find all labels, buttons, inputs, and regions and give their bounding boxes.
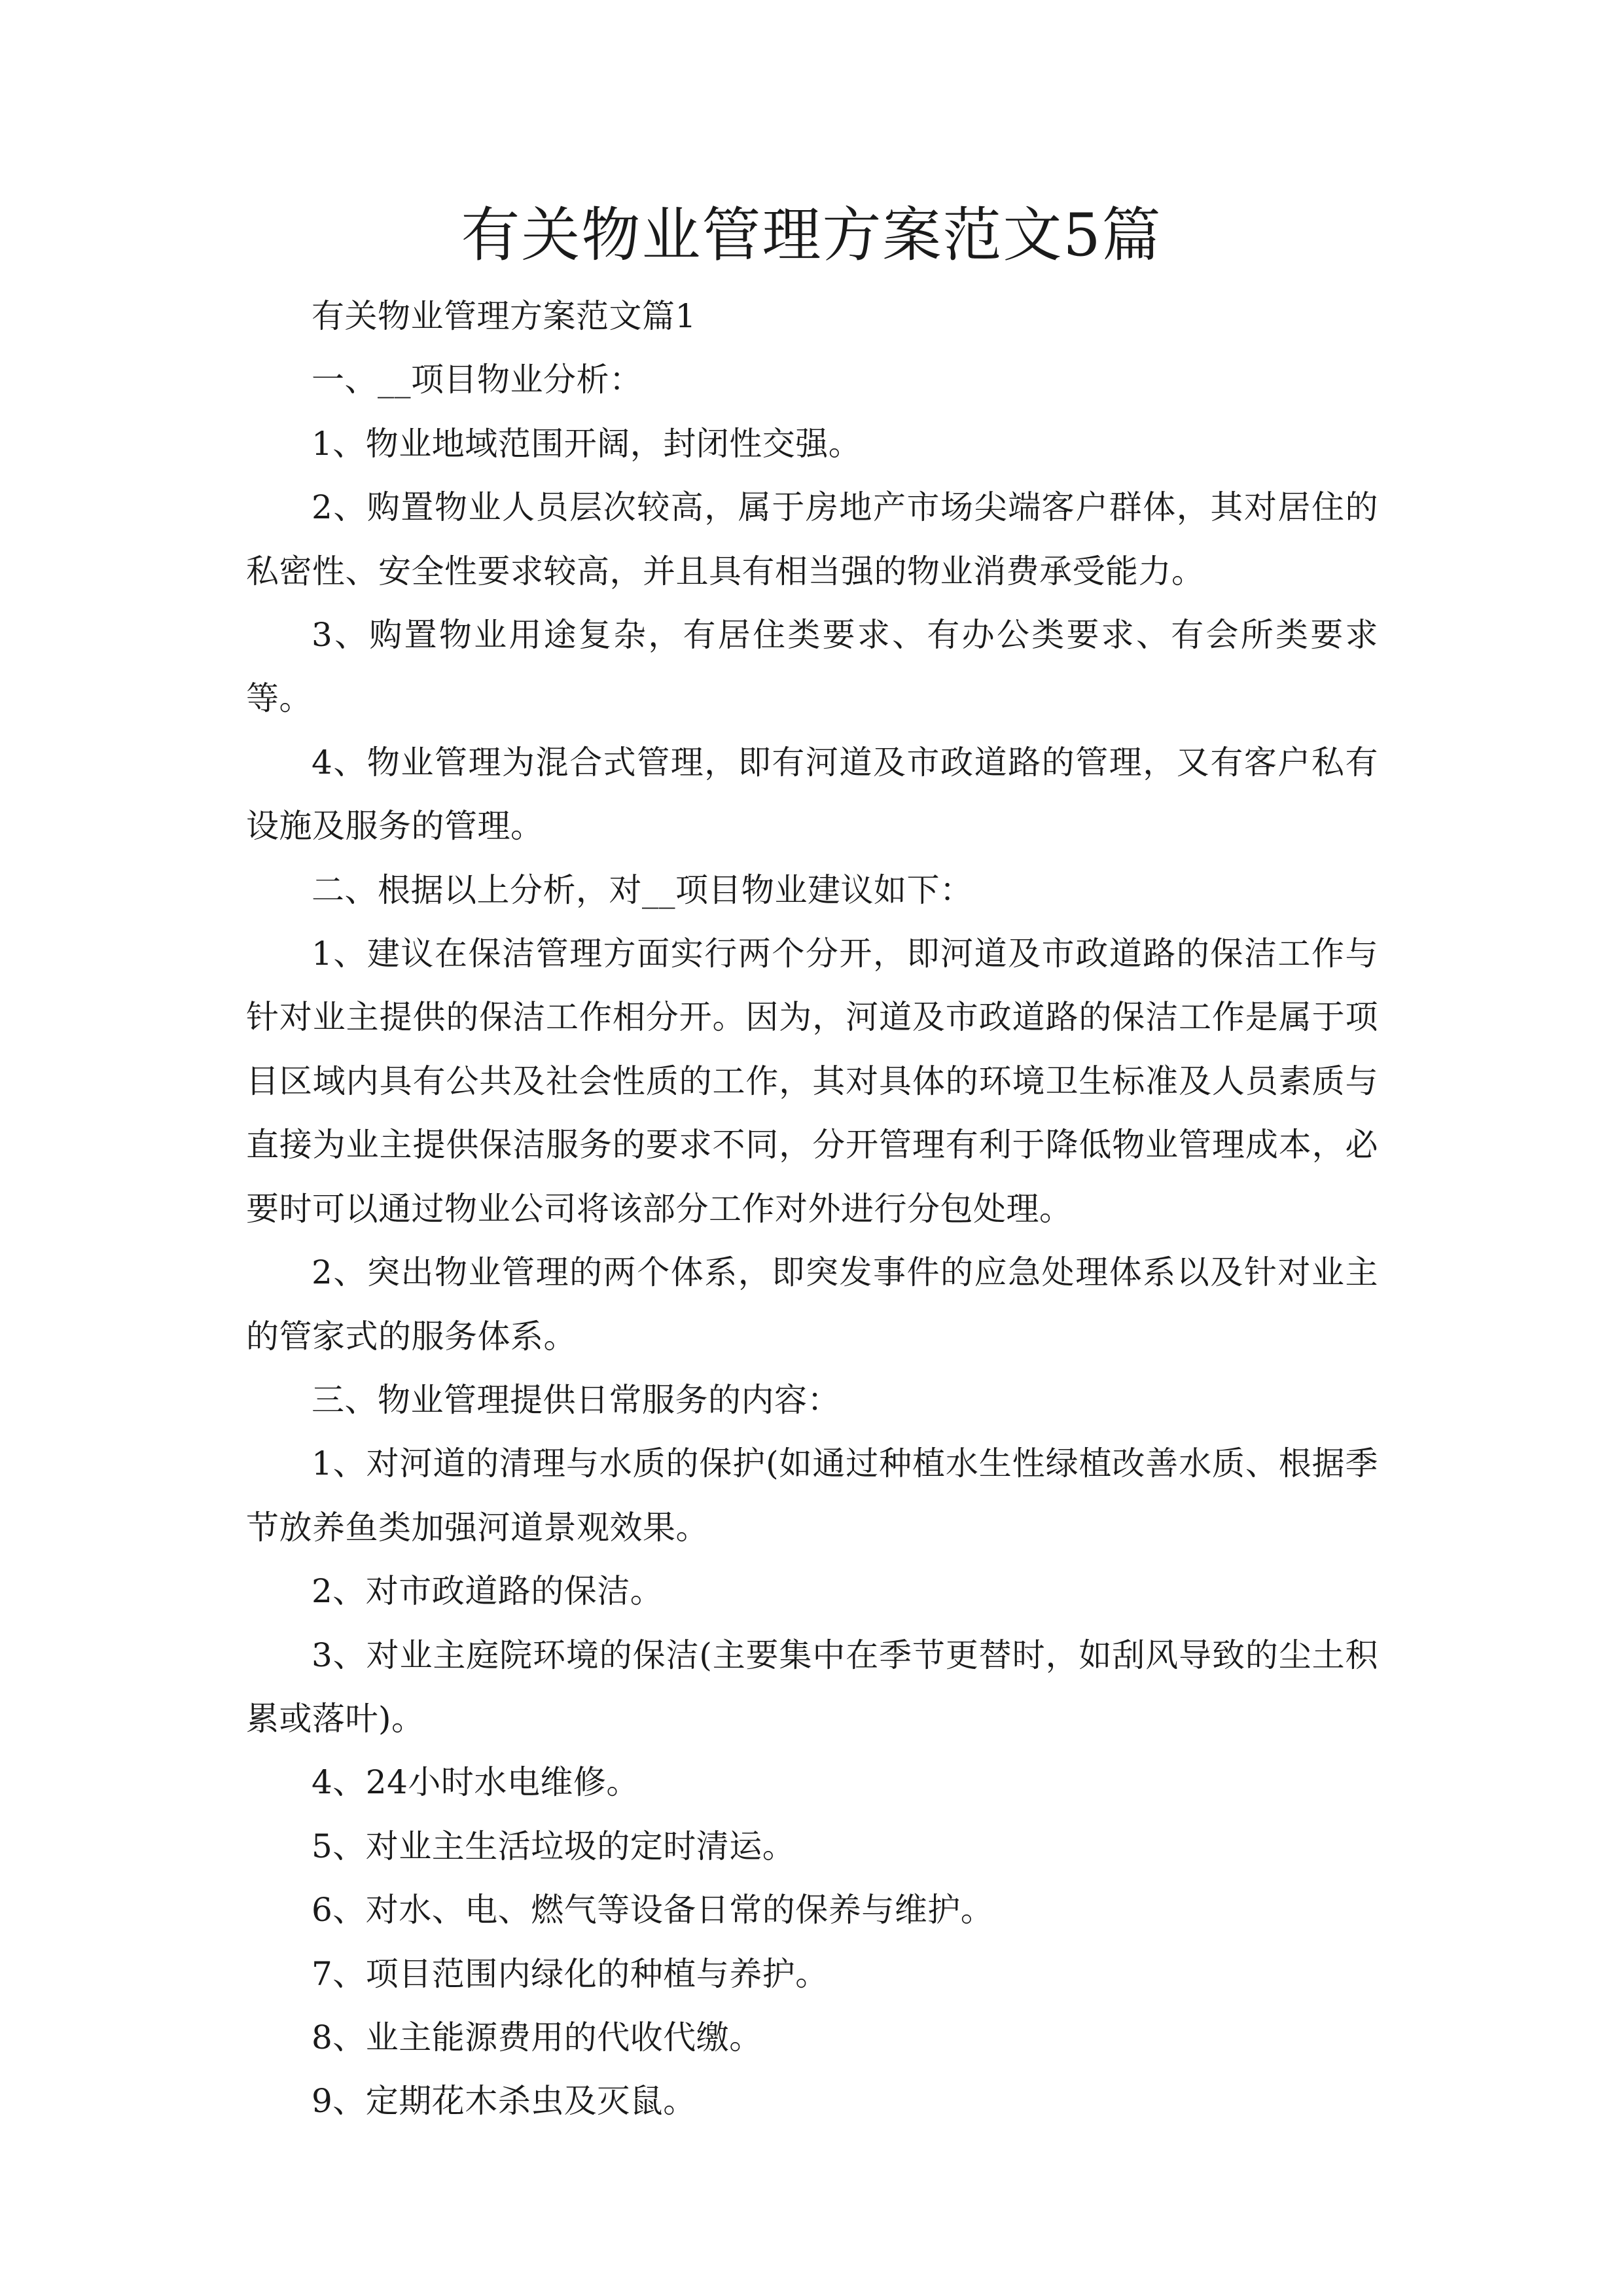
paragraph: 3、对业主庭院环境的保洁(主要集中在季节更替时，如刮风导致的尘土积累或落叶)。	[246, 1636, 1378, 1738]
paragraph: 6、对水、电、燃气等设备日常的保养与维护。	[312, 1891, 994, 1929]
paragraph: 1、物业地域范围开阔，封闭性交强。	[312, 424, 862, 463]
paragraph: 三、物业管理提供日常服务的内容：	[312, 1380, 840, 1419]
paragraph: 5、对业主生活垃圾的定时清运。	[312, 1827, 796, 1865]
paragraph: 4、物业管理为混合式管理，即有河道及市政道路的管理，又有客户私有设施及服务的管理。	[246, 743, 1378, 846]
paragraph: 8、业主能源费用的代收代缴。	[312, 2018, 762, 2056]
document-body	[246, 285, 1378, 2134]
paragraph: 二、根据以上分析，对__项目物业建议如下：	[312, 870, 973, 909]
paragraph: 9、定期花木杀虫及灭鼠。	[312, 2082, 696, 2121]
paragraph: 2、对市政道路的保洁。	[312, 1572, 664, 1611]
paragraph: 2、突出物业管理的两个体系，即突发事件的应急处理体系以及针对业主的管家式的服务体系。	[246, 1253, 1378, 1355]
paragraph: 1、对河道的清理与水质的保护(如通过种植水生性绿植改善水质、根据季节放养鱼类加强河道景观效果。	[246, 1444, 1378, 1547]
document-title: 有关物业管理方案范文5篇	[461, 201, 1162, 270]
paragraph: 4、24小时水电维修。	[312, 1763, 639, 1802]
paragraph: 7、项目范围内绿化的种植与养护。	[312, 1954, 829, 1993]
paragraph: 1、建议在保洁管理方面实行两个分开，即河道及市政道路的保洁工作与针对业主提供的保洁工作相分开。因为，河道及市政道路的保洁工作是属于项目区域内具有公共及社会性质的工作，其对具体的环境卫生标准及人员素质与直接为业主提供保洁服务的要求不同，分开管理有利于降低物业管理成本，必要时可以通过物业公司将该部分工作对外进行分包处理。	[246, 935, 1378, 1228]
paragraph: 2、购置物业人员层次较高，属于房地产市场尖端客户群体，其对居住的私密性、安全性要求较高，并且具有相当强的物业消费承受能力。	[246, 488, 1378, 590]
paragraph: 有关物业管理方案范文篇1	[312, 297, 696, 335]
paragraph: 一、__项目物业分析：	[312, 361, 643, 399]
paragraph: 3、购置物业用途复杂，有居住类要求、有办公类要求、有会所类要求等。	[246, 616, 1378, 718]
